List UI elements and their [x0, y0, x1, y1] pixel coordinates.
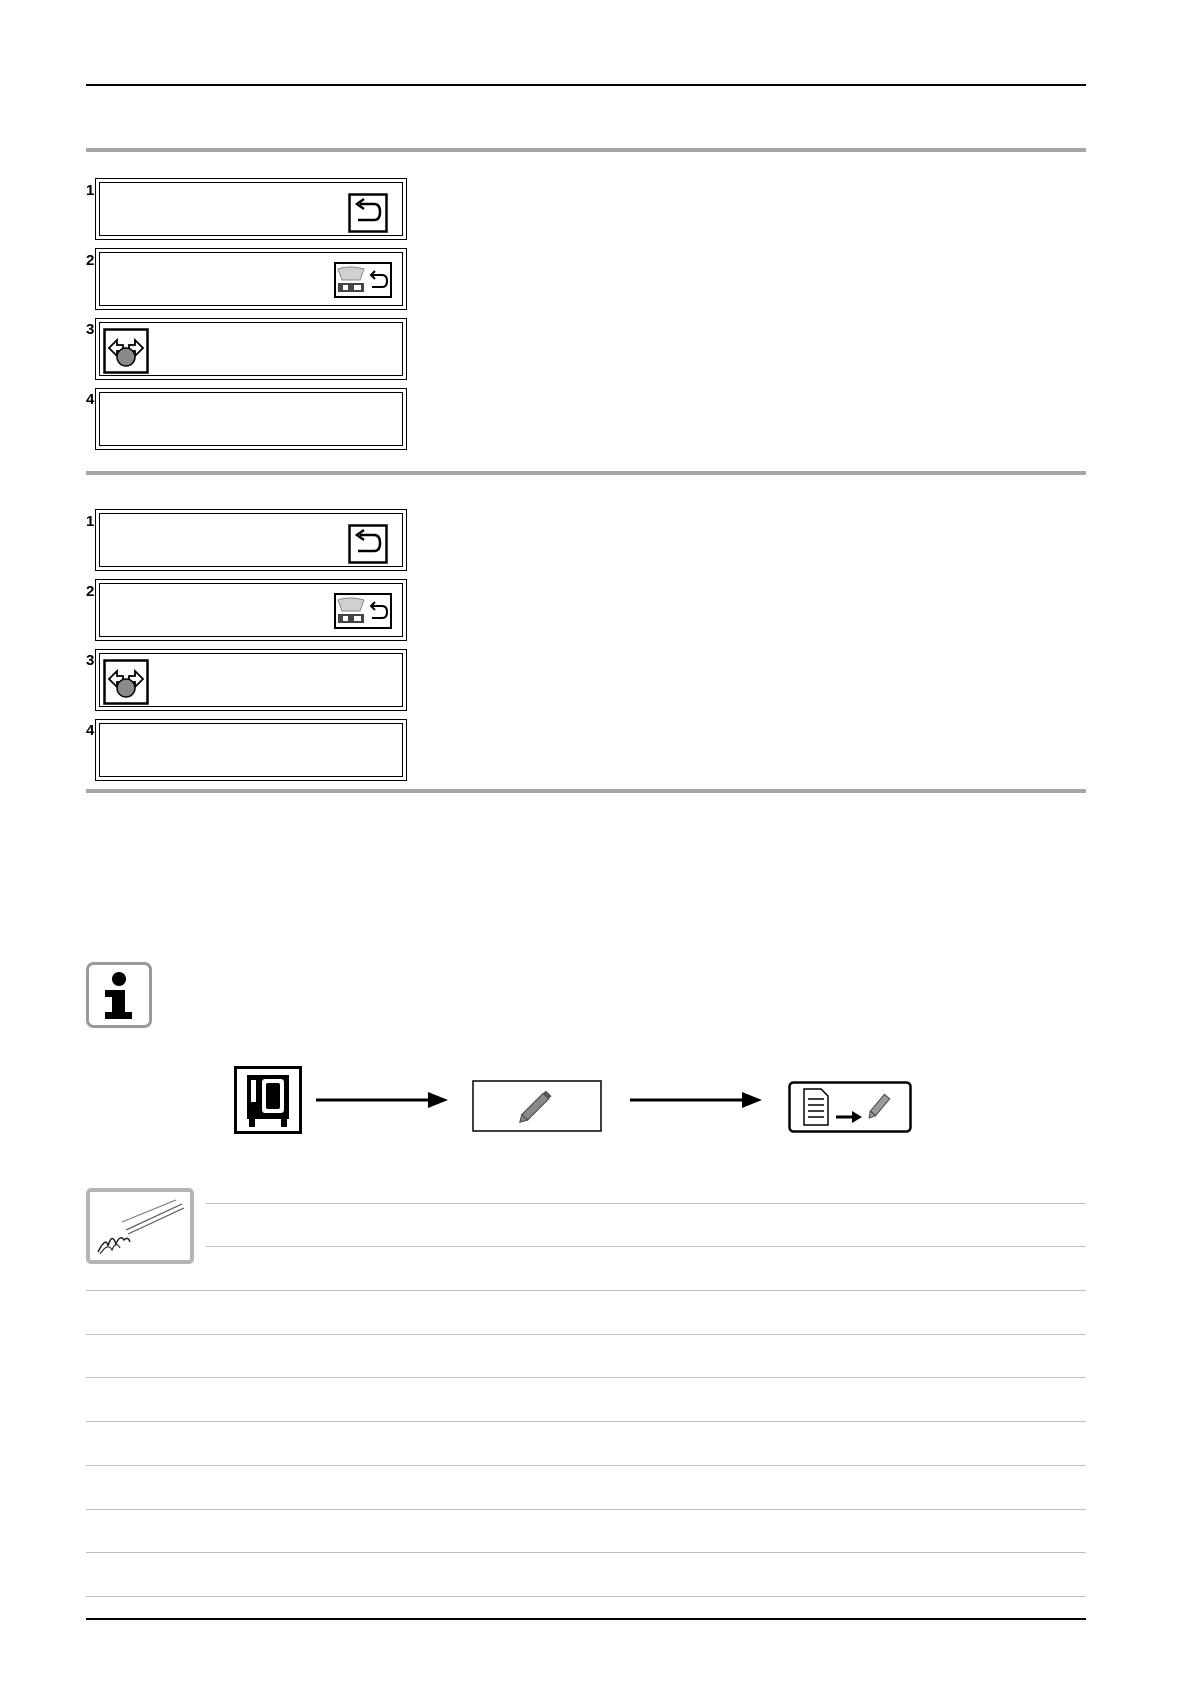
- item-number: 2: [86, 252, 95, 269]
- note-line: [86, 1290, 1086, 1291]
- footer-rule: [86, 1618, 1086, 1620]
- pencil-icon[interactable]: [472, 1080, 602, 1132]
- section-1-top-rule: [86, 148, 1086, 152]
- item-number: 4: [86, 722, 95, 739]
- item-number: 3: [86, 321, 95, 338]
- section-2-bottom-rule: [86, 789, 1086, 793]
- display-screen-1: [95, 509, 407, 571]
- note-line: [86, 1421, 1086, 1422]
- arrow-right-icon: [628, 1090, 764, 1110]
- notes-pencil-icon: [86, 1188, 194, 1264]
- move-arrows-icon: [103, 328, 149, 374]
- display-screen-4: [95, 719, 407, 781]
- move-arrows-icon: [103, 659, 149, 705]
- display-screen-2: [95, 248, 407, 310]
- display-screen-2: [95, 579, 407, 641]
- display-screen-4: [95, 388, 407, 450]
- note-line: [86, 1596, 1086, 1597]
- item-number: 1: [86, 182, 95, 199]
- display-screen-3: [95, 318, 407, 380]
- appliance-icon: [234, 1066, 302, 1134]
- item-number: 1: [86, 513, 95, 530]
- display-return-icon: [334, 262, 392, 298]
- section-2-top-rule: [86, 471, 1086, 475]
- note-line: [86, 1509, 1086, 1510]
- document-to-pencil-icon[interactable]: [788, 1081, 912, 1133]
- note-line: [86, 1552, 1086, 1553]
- header-rule: [86, 84, 1086, 86]
- return-icon: [348, 524, 388, 564]
- display-screen-1: [95, 178, 407, 240]
- display-screen-3: [95, 649, 407, 711]
- return-icon: [348, 193, 388, 233]
- info-icon: [86, 962, 152, 1028]
- item-number: 3: [86, 652, 95, 669]
- note-line: [86, 1334, 1086, 1335]
- item-number: 2: [86, 583, 95, 600]
- arrow-right-icon: [314, 1090, 450, 1110]
- note-line: [206, 1203, 1086, 1204]
- display-return-icon: [334, 593, 392, 629]
- item-number: 4: [86, 391, 95, 408]
- note-line: [86, 1465, 1086, 1466]
- note-line: [86, 1377, 1086, 1378]
- note-line: [206, 1246, 1086, 1247]
